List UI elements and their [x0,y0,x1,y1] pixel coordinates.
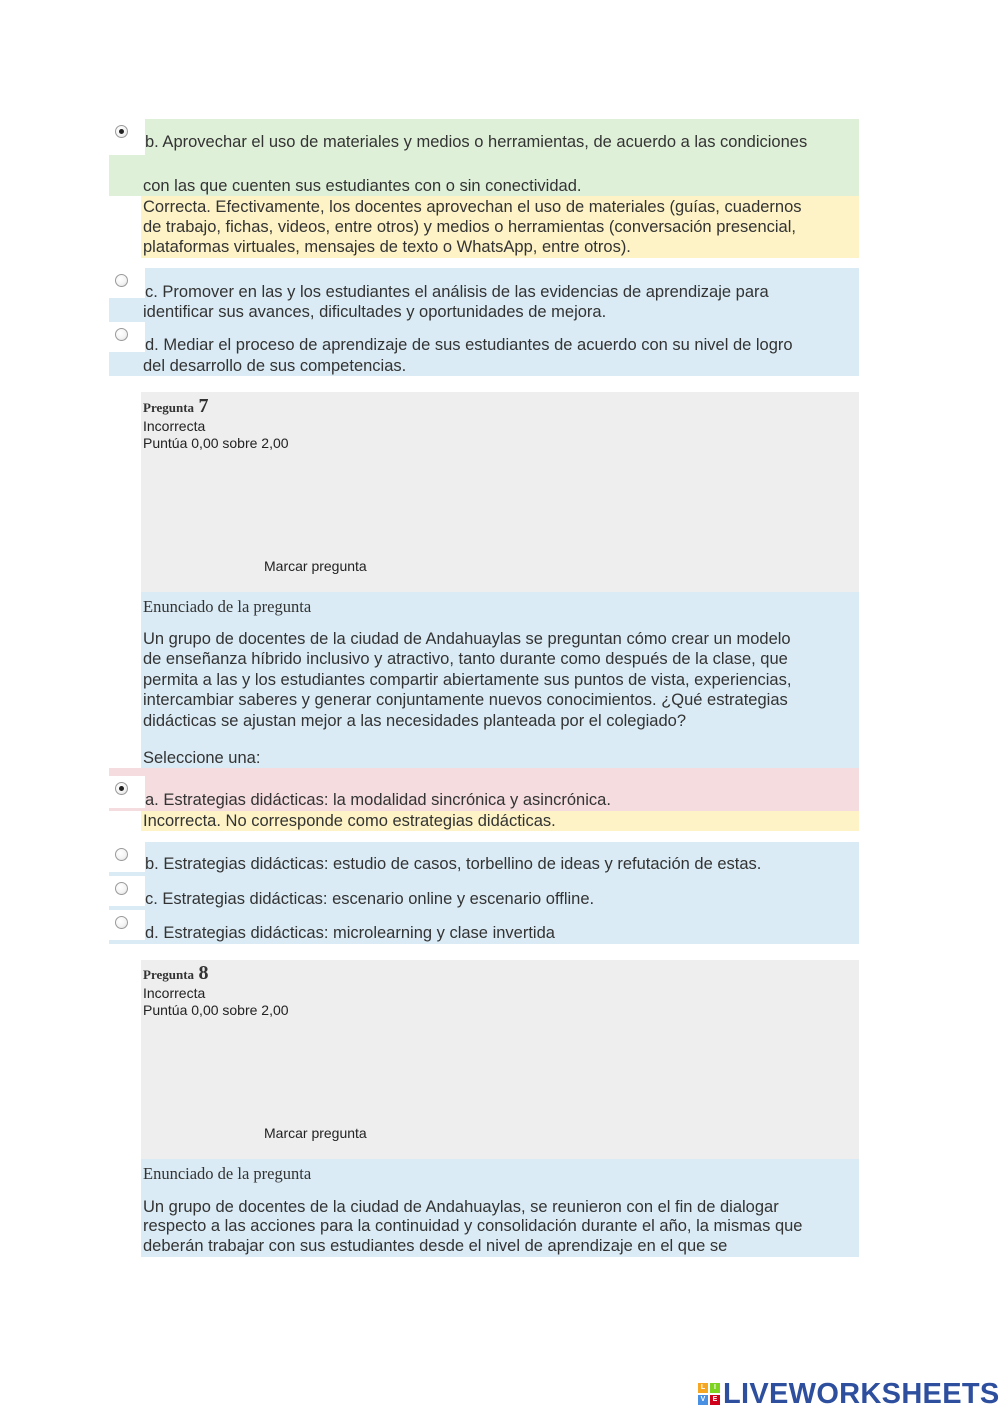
q7-select-prompt: Seleccione una: [143,749,261,767]
q8-status: Incorrecta [143,985,206,1001]
q8-score: Puntúa 0,00 sobre 2,00 [143,1002,289,1018]
q6-option-c-line1: c. Promover en las y los estudiantes el análisis de las evidencias de aprendizaje para [145,283,769,301]
liveworksheets-logo-icon [698,1383,720,1405]
q6-option-d-line2: del desarrollo de sus competencias. [143,357,407,375]
q7-option-d-text: d. Estrategias didácticas: microlearning y clase invertida [145,924,555,942]
q7-info-box [141,392,859,592]
q7-option-c-text: c. Estrategias didácticas: escenario online y escenario offline. [145,890,595,908]
q7-option-d-radio-cell [109,910,145,940]
q6-option-b-text-line2: con las que cuenten sus estudiantes con o sin conectividad. [143,177,582,195]
q7-option-c-radio[interactable] [115,882,128,895]
q7-option-a-radio[interactable] [115,782,128,795]
q8-statement-line3: deberán trabajar con sus estudiantes desde el nivel de aprendizaje en el que se [143,1237,728,1255]
liveworksheets-logo [698,1377,1000,1411]
q8-header [143,962,209,985]
q7-option-a-radio-cell [109,776,145,808]
q7-statement-line3: permita a las y los estudiantes compartir abiertamente sus puntos de vista, experiencias, [143,671,792,689]
q7-statement-line1: Un grupo de docentes de la ciudad de Andahuaylas se preguntan cómo crear un modelo [143,630,791,648]
q7-option-a-text: a. Estrategias didácticas: la modalidad sincrónica y asincrónica. [145,791,611,809]
q8-number: 8 [198,962,209,984]
q6-feedback-line1: Correcta. Efectivamente, los docentes aprovechan el uso de materiales (guías, cuadernos [143,198,802,216]
q6-option-c-radio[interactable] [115,274,128,287]
q7-number: 7 [198,395,209,417]
q7-statement-line2: de enseñanza híbrido inclusivo y atractivo, tanto durante como después de la clase, que [143,650,788,668]
logo-mark-letter: I [710,1383,720,1393]
q8-label: Pregunta [143,967,195,982]
q6-option-d-line1: d. Mediar el proceso de aprendizaje de sus estudiantes de acuerdo con su nivel de logro [145,336,793,354]
logo-mark-letter: L [698,1383,708,1393]
q7-option-b-radio[interactable] [115,848,128,861]
q7-flag-link[interactable]: Marcar pregunta [264,558,367,574]
q7-statement-title: Enunciado de la pregunta [143,597,312,616]
q7-header [143,395,209,418]
q7-status: Incorrecta [143,418,206,434]
q7-statement-line5: didácticas se ajustan mejor a las necesidades planteada por el colegiado? [143,712,687,730]
q6-option-b-text-line1: b. Aprovechar el uso de materiales y medios o herramientas, de acuerdo a las condiciones [145,133,808,151]
logo-mark-letter: E [710,1395,720,1405]
q7-option-c-radio-cell [109,876,145,906]
q8-statement-line1: Un grupo de docentes de la ciudad de Andahuaylas, se reunieron con el fin de dialogar [143,1198,779,1216]
q6-option-b-radio[interactable] [115,125,128,138]
q6-option-c-line2: identificar sus avances, dificultades y oportunidades de mejora. [143,303,607,321]
q7-option-d-radio[interactable] [115,916,128,929]
q7-option-b-text: b. Estrategias didácticas: estudio de casos, torbellino de ideas y refutación de estas. [145,855,762,873]
q8-info-box [141,960,859,1159]
q7-label: Pregunta [143,400,195,415]
q8-statement-title: Enunciado de la pregunta [143,1164,312,1183]
q6-feedback-line2: de trabajo, fichas, videos, entre otros) y medios o herramientas (conversación presencial, [143,218,796,236]
q8-flag-link[interactable]: Marcar pregunta [264,1125,367,1141]
logo-mark-letter: V [698,1395,708,1405]
q7-option-b-radio-cell [109,842,145,872]
q6-option-c-radio-cell [109,268,145,298]
q6-option-d-radio[interactable] [115,328,128,341]
q6-option-d-radio-cell [109,322,145,352]
liveworksheets-logo-text: LIVEWORKSHEETS [723,1377,1000,1410]
q7-feedback-text: Incorrecta. No corresponde como estrategias didácticas. [143,812,556,830]
q8-statement-line2: respecto a las acciones para la continuidad y consolidación durante el año, la mismas que [143,1217,803,1235]
q6-option-b-radio-cell [109,119,145,155]
q7-statement-line4: intercambiar saberes y generar conjuntamente nuevos conocimientos. ¿Qué estrategias [143,691,788,709]
q7-score: Puntúa 0,00 sobre 2,00 [143,435,289,451]
q6-feedback-line3: plataformas virtuales, mensajes de texto o WhatsApp, entre otros). [143,238,631,256]
